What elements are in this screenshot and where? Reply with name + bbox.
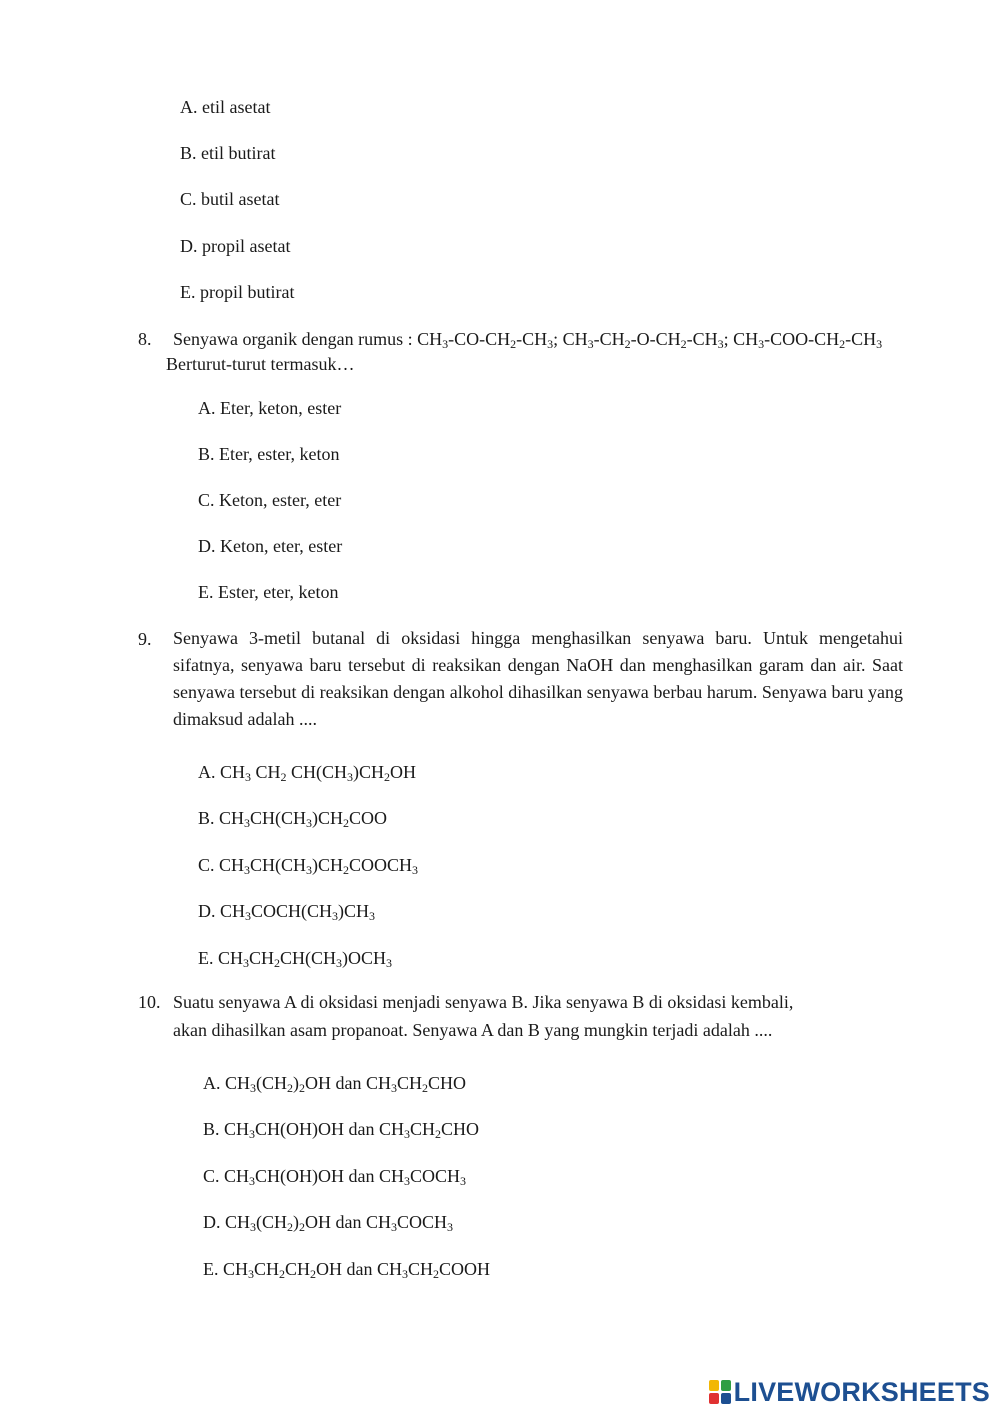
- q8-stem-lead: Senyawa organik dengan rumus :: [173, 329, 418, 349]
- q8-option-e[interactable]: E. Ester, eter, keton: [198, 582, 339, 602]
- q7-option-d[interactable]: D. propil asetat: [180, 236, 291, 256]
- q9-number: 9.: [138, 629, 152, 649]
- q9-option-a[interactable]: A. $CH_3$ $CH_2$ $CH(CH_3)CH_2OH$: [198, 762, 417, 784]
- q10-option-a[interactable]: A. $CH_3(CH_2)_2OH$ dan $CH_3CH_2CHO$: [203, 1073, 467, 1095]
- logo-tile-blue: [721, 1393, 731, 1404]
- liveworksheets-mark-icon: [709, 1380, 731, 1404]
- q10-option-d[interactable]: D. $CH_3(CH_2)_2OH$ dan $CH_3COCH_3$: [203, 1212, 454, 1234]
- q10-option-b[interactable]: B. $CH_3CH(OH)OH$ dan $CH_3CH_2CHO$: [203, 1119, 480, 1141]
- q9-option-b[interactable]: B. $CH_3CH(CH_3)CH_2COO$: [198, 808, 388, 830]
- q7-option-a[interactable]: A. etil asetat: [180, 97, 271, 117]
- q7-option-b[interactable]: B. etil butirat: [180, 143, 276, 163]
- q8-number: 8.: [138, 329, 152, 349]
- q10-option-c[interactable]: C. $CH_3CH(OH)OH$ dan $CH_3COCH_3$: [203, 1166, 467, 1188]
- q9-option-e[interactable]: E. $CH_3CH_2CH(CH_3)OCH_3$: [198, 948, 393, 970]
- q8-option-d[interactable]: D. Keton, eter, ester: [198, 536, 343, 556]
- q9-option-d[interactable]: D. $CH_3COCH(CH_3)CH_3$: [198, 901, 376, 923]
- q9-stem: Senyawa 3-metil butanal di oksidasi hingga menghasilkan senyawa baru. Untuk mengetahui sifatnya, senyawa baru tersebut di reaksikan dengan NaOH dan menghasilkan garam dan air. Saat senyawa tersebut di reaksikan dengan alkohol dihasilkan senyawa berbau harum. Senyawa baru yang dimaksud adalah ....: [173, 628, 903, 729]
- q8-option-c[interactable]: C. Keton, ester, eter: [198, 490, 342, 510]
- q9-option-c[interactable]: C. $CH_3CH(CH_3)CH_2COOCH_3$: [198, 855, 419, 877]
- q7-option-e[interactable]: E. propil butirat: [180, 282, 295, 302]
- logo-tile-yellow: [709, 1380, 719, 1391]
- q8-stem-line2: Berturut-turut termasuk…: [166, 354, 355, 374]
- q10-number: 10.: [138, 992, 161, 1012]
- logo-tile-red: [709, 1393, 719, 1404]
- q8-option-b[interactable]: B. Eter, ester, keton: [198, 444, 340, 464]
- logo-wordmark: LIVEWORKSHEETS: [733, 1376, 990, 1407]
- q8-option-a[interactable]: A. Eter, keton, ester: [198, 398, 342, 418]
- q10-stem-line1: Suatu senyawa A di oksidasi menjadi senyawa B. Jika senyawa B di oksidasi kembali,: [173, 992, 794, 1012]
- q8-stem: [173, 328, 882, 350]
- q10-stem-line2: akan dihasilkan asam propanoat. Senyawa A dan B yang mungkin terjadi adalah ....: [173, 1020, 773, 1040]
- liveworksheets-logo: [709, 1375, 990, 1409]
- q8-formula-line: $CH_3-CO-CH_2-CH_3$; $CH_3-CH_2-O-CH_2-CH_3$; $CH_3-COO-CH_2-CH_3$: [417, 329, 883, 351]
- q7-option-c[interactable]: C. butil asetat: [180, 189, 280, 209]
- logo-tile-green: [721, 1380, 731, 1391]
- q10-option-e[interactable]: E. $CH_3CH_2CH_2OH$ dan $CH_3CH_2COOH$: [203, 1259, 491, 1281]
